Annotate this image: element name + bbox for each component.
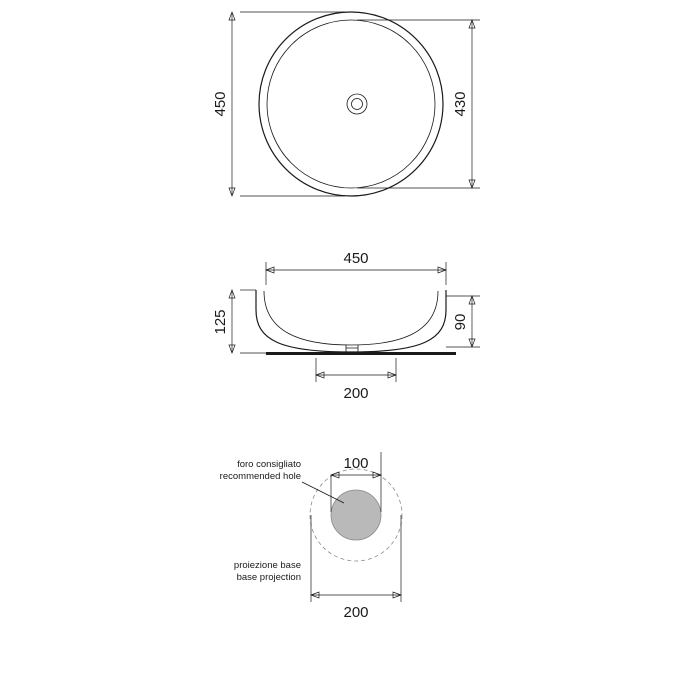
- dim-label-outer-diameter: 450: [212, 91, 229, 117]
- dim-label-base-width: 200: [343, 385, 369, 402]
- basin-inner-circle: [267, 20, 435, 188]
- drain-inner-circle: [352, 99, 363, 110]
- note-recommended-hole-it: foro consigliato: [237, 459, 301, 470]
- basin-inner-profile: [264, 291, 438, 345]
- dim-label-inner-diameter: 430: [452, 91, 469, 117]
- leader-line-recommended-hole: [302, 482, 344, 503]
- drain-outer-circle: [347, 94, 367, 114]
- note-base-projection-it: proiezione base: [233, 560, 301, 571]
- counter-plate: [266, 352, 456, 355]
- recommended-hole-circle: [331, 490, 381, 540]
- dim-label-bowl-depth: 90: [452, 313, 469, 331]
- hole-template-view-group: [302, 452, 402, 602]
- note-base-projection-en: base projection: [236, 572, 301, 583]
- dim-label-hole-offset: 100: [343, 455, 369, 472]
- basin-outer-profile: [256, 290, 446, 352]
- dim-label-basin-width: 450: [343, 250, 369, 267]
- basin-outer-circle: [259, 12, 443, 196]
- dim-label-base-projection-width: 200: [343, 604, 369, 621]
- top-view-group: [229, 12, 480, 196]
- note-recommended-hole-en: recommended hole: [219, 471, 301, 482]
- dim-label-total-height: 125: [212, 309, 229, 335]
- drain-stub: [346, 345, 358, 352]
- front-section-view-group: [229, 262, 480, 382]
